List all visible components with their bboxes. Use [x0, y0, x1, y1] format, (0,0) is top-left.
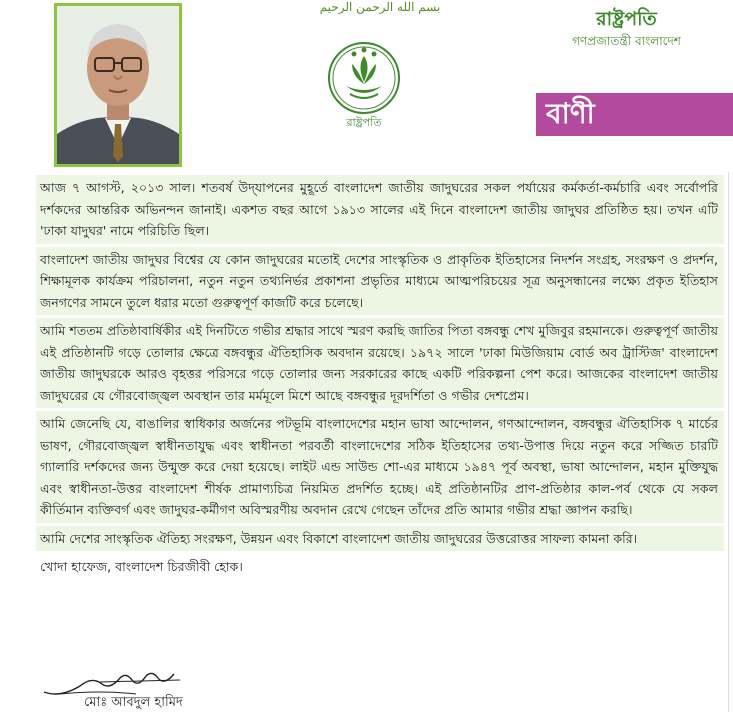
presidential-seal: [324, 36, 404, 132]
section-label-band: [536, 93, 733, 136]
portrait-image: [57, 6, 179, 164]
signatory-name: মোঃ আবদুল হামিদ: [84, 695, 183, 710]
section-label: বাণী: [546, 97, 595, 130]
bismillah-calligraphy: بسم الله الرحمن الرحيم: [319, 0, 441, 14]
office-heading: [520, 6, 733, 50]
country-subtitle: গণপ্রজাতন্ত্রী বাংলাদেশ: [572, 34, 681, 48]
right-divider: [728, 172, 729, 712]
closing-line: খোদা হাফেজ, বাংলাদেশ চিরজীবী হোক।: [40, 559, 243, 574]
message-paragraph: আমি জেনেছি যে, বাঙালির স্বাধিকার অর্জনের পটভূমি বাংলাদেশের মহান ভাষা আন্দোলন, গণআন্দোলন, বঙ্গবন্ধুর ঐতিহাসিক ৭ মার্চের ভাষণ, গৌরবোজ্জ্বল স্বাধীনতাযুদ্ধ এবং স্বাধীনতা পরবর্তী বাংলাদেশের সঠিক ইতিহাসের তথ্য-উপাত্ত দিয়ে নতুন করে সজ্জিত চারটি গ্যালারি দর্শকদের জন্য উন্মুক্ত করে দেয়া হয়েছে। লাইট এন্ড সাউন্ড শো-এর মাধ্যমে ১৯৪৭ পূর্ব অবস্থা, ভাষা আন্দোলন, মহান মুক্তিযুদ্ধ এবং স্বাধীনতা-উত্তর বাংলাদেশ শীর্ষক প্রামাণ্যচিত্র নিয়মিত প্রদর্শিত হচ্ছে। এই প্রতিষ্ঠানটির প্রাণ-প্রতিষ্ঠার কাল-পর্ব থেকে যে সকল কীর্তিমান ব্যক্তিবর্গ এবং জাদুঘর-কর্মীগণ অবিস্মরণীয় অবদান রেখে গেছেন তাঁদের প্রতি আমার গভীর শ্রদ্ধা জ্ঞাপন করছি।: [36, 411, 724, 523]
message-paragraph: আমি দেশের সাংস্কৃতিক ঐতিহ্য সংরক্ষণ, উন্নয়ন এবং বিকাশে বাংলাদেশ জাতীয় জাদুঘরের উত্তরোত্তর সাফল্য কামনা করি।: [36, 526, 724, 552]
president-portrait: [54, 3, 182, 167]
message-paragraph: বাংলাদেশ জাতীয় জাদুঘর বিশ্বের যে কোন জাদুঘরের মতোই দেশের সাংস্কৃতিক ও প্রাকৃতিক ইতিহাসের নিদর্শন সংগ্রহ, সংরক্ষণ ও প্রদর্শন, শিক্ষামূলক কার্যক্রম পরিচালনা, নতুন নতুন তথ্যনির্ভর প্রকাশনা প্রভৃতির মাধ্যমে আত্মপরিচয়ের সূত্র অনুসন্ধানের লক্ষ্যে প্রকৃত ইতিহাস জনগণের সামনে তুলে ধরার মতো গুরুত্বপূর্ণ কাজটি করে চলেছে।: [36, 247, 724, 316]
message-paragraph: আমি শততম প্রতিষ্ঠাবার্ষিকীর এই দিনটিতে গভীর শ্রদ্ধার সাথে স্মরণ করছি জাতির পিতা বঙ্গবন্ধু শেখ মুজিবুর রহমানকে। গুরুত্বপূর্ণ জাতীয় এই প্রতিষ্ঠানটি গড়ে তোলার ক্ষেত্রে বঙ্গবন্ধুর ঐতিহাসিক অবদান রয়েছে। ১৯৭২ সালে 'ঢাকা মিউজিয়াম বোর্ড অব ট্রাস্টিজ' বাংলাদেশ জাতীয় জাদুঘরকে আরও বৃহত্তর পরিসরে গড়ে তোলার জন্য সরকারের কাছে একটি পরিকল্পনা পেশ করে। আজকের বাংলাদেশ জাতীয় জাদুঘরের যে গৌরবোজ্জ্বল অবস্থান তার মর্মমূলে মিশে আছে বঙ্গবন্ধুর দূরদর্শিতা ও গভীর দেশপ্রেম।: [36, 318, 724, 408]
message-paragraph: আজ ৭ আগস্ট, ২০১৩ সাল। শতবর্ষ উদ্‌যাপনের মুহূর্তে বাংলাদেশ জাতীয় জাদুঘরের সকল পর্যায়ের কর্মকর্তা-কর্মচারি এবং সর্বোপরি দর্শকদের আন্তরিক অভিনন্দন জানাই। একশত বছর আগে ১৯১৩ সালের এই দিনে বাংলাদেশ জাতীয় জাদুঘর প্রতিষ্ঠিত হয়। তখন এটি 'ঢাকা যাদুঘর' নামে পরিচিতি ছিল।: [36, 175, 724, 244]
office-title: রাষ্ট্রপতি: [596, 8, 657, 30]
message-body: [36, 175, 724, 583]
seal-label: রাষ্ট্রপতি: [346, 116, 382, 129]
